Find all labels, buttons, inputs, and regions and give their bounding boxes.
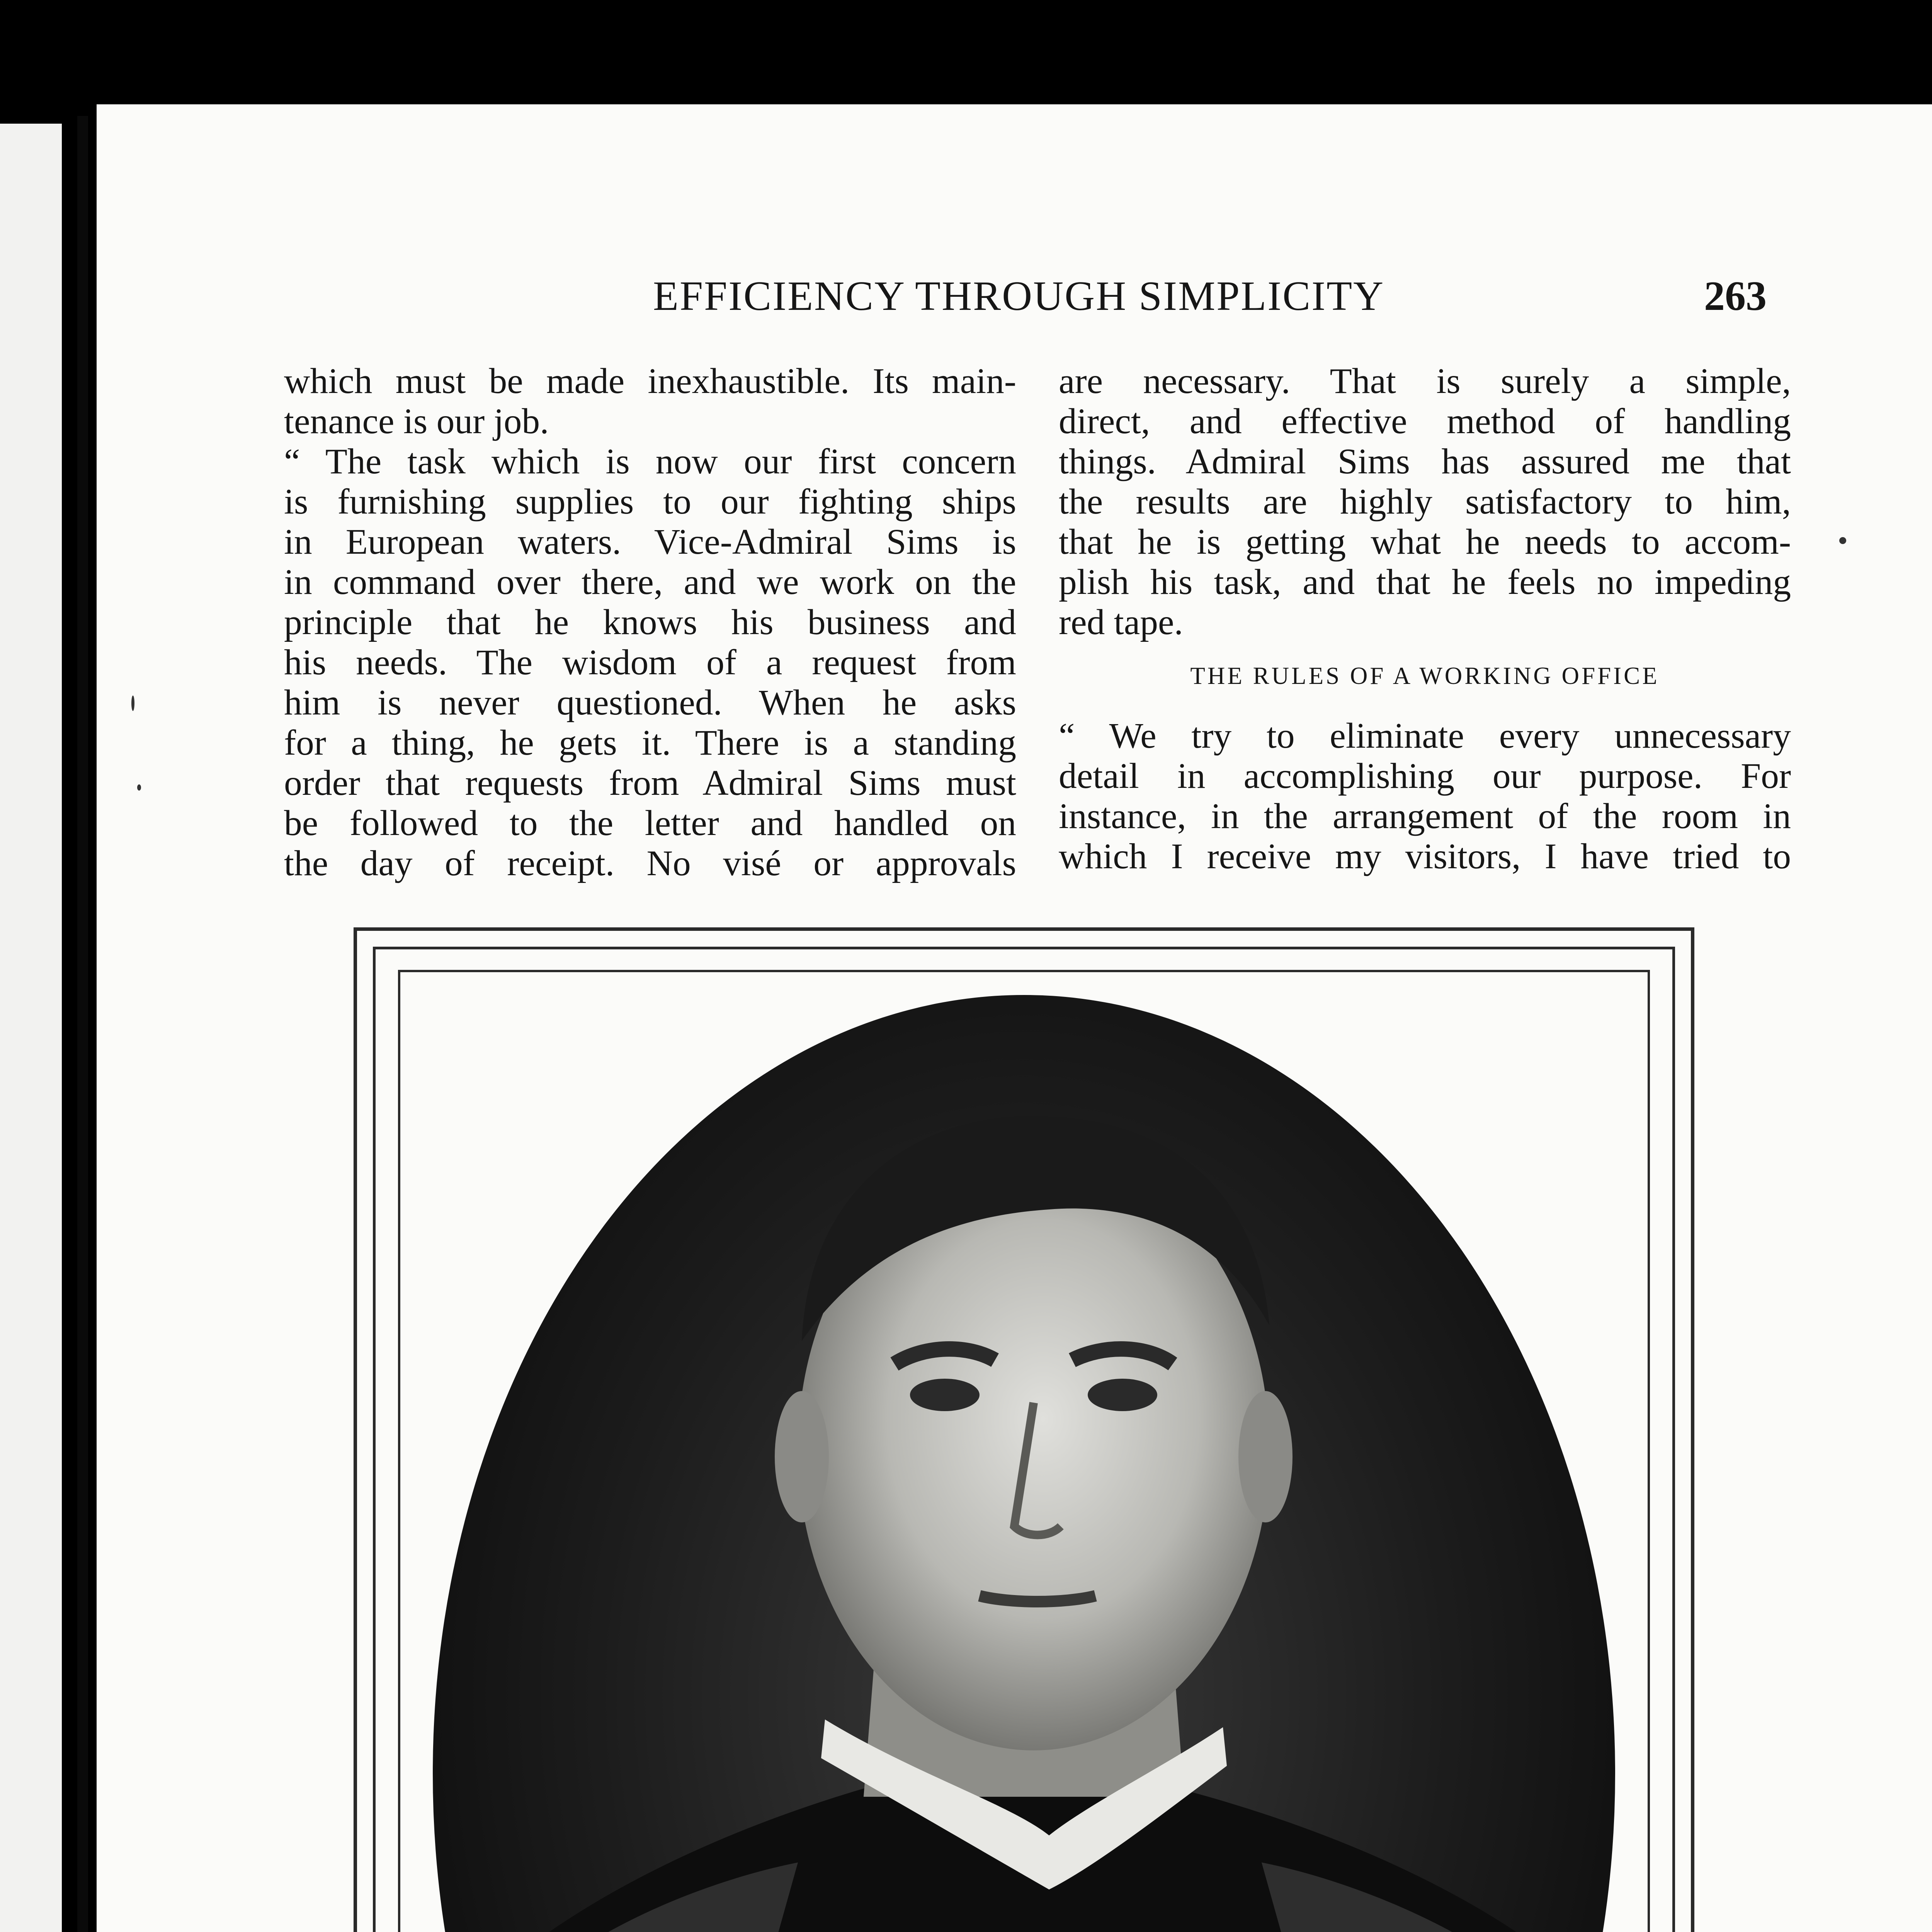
text-line: “ The task which is now our first concern <box>284 442 1016 481</box>
portrait-photograph <box>431 993 1617 1932</box>
text-line: which I receive my visitors, I have tried to <box>1059 837 1791 876</box>
text-line: the day of receipt. No visé or approvals <box>284 844 1016 883</box>
text-line: the results are highly satisfactory to him, <box>1059 482 1791 522</box>
running-head: EFFICIENCY THROUGH SIMPLICITY <box>653 273 1385 319</box>
text-line: him is never questioned. When he asks <box>284 683 1016 723</box>
binding-gutter <box>77 116 88 1932</box>
text-line: order that requests from Admiral Sims must <box>284 763 1016 803</box>
text-line: are necessary. That is surely a simple, <box>1059 361 1791 401</box>
section-heading: THE RULES OF A WORKING OFFICE <box>1190 662 1660 689</box>
scan-speck <box>131 696 134 711</box>
text-line: his needs. The wisdom of a request from <box>284 643 1016 682</box>
text-line: red tape. <box>1059 602 1183 642</box>
page-number: 263 <box>1704 273 1767 319</box>
text-line: for a thing, he gets it. There is a standing <box>284 723 1016 763</box>
facing-page-edge <box>0 124 62 1932</box>
scan-speck <box>137 784 141 791</box>
text-line: tenance is our job. <box>284 401 549 441</box>
text-line: is furnishing supplies to our fighting ships <box>284 482 1016 522</box>
text-line: be followed to the letter and handled on <box>284 803 1016 843</box>
text-line: that he is getting what he needs to accom- <box>1059 522 1791 562</box>
text-line: direct, and effective method of handling <box>1059 401 1791 441</box>
scan-speck <box>1839 537 1846 544</box>
right-column <box>1059 361 1791 877</box>
text-line: instance, in the arrangement of the room in <box>1059 796 1791 836</box>
text-line: which must be made inexhaustible. Its main- <box>284 361 1016 401</box>
text-line: detail in accomplishing our purpose. For <box>1059 756 1791 796</box>
text-line: things. Admiral Sims has assured me that <box>1059 442 1791 481</box>
text-line: “ We try to eliminate every unnecessary <box>1059 716 1791 756</box>
text-line: in European waters. Vice-Admiral Sims is <box>284 522 1016 562</box>
text-line: principle that he knows his business and <box>284 602 1016 642</box>
left-column <box>284 361 1016 884</box>
text-line: in command over there, and we work on the <box>284 562 1016 602</box>
text-line: plish his task, and that he feels no impeding <box>1059 562 1791 602</box>
